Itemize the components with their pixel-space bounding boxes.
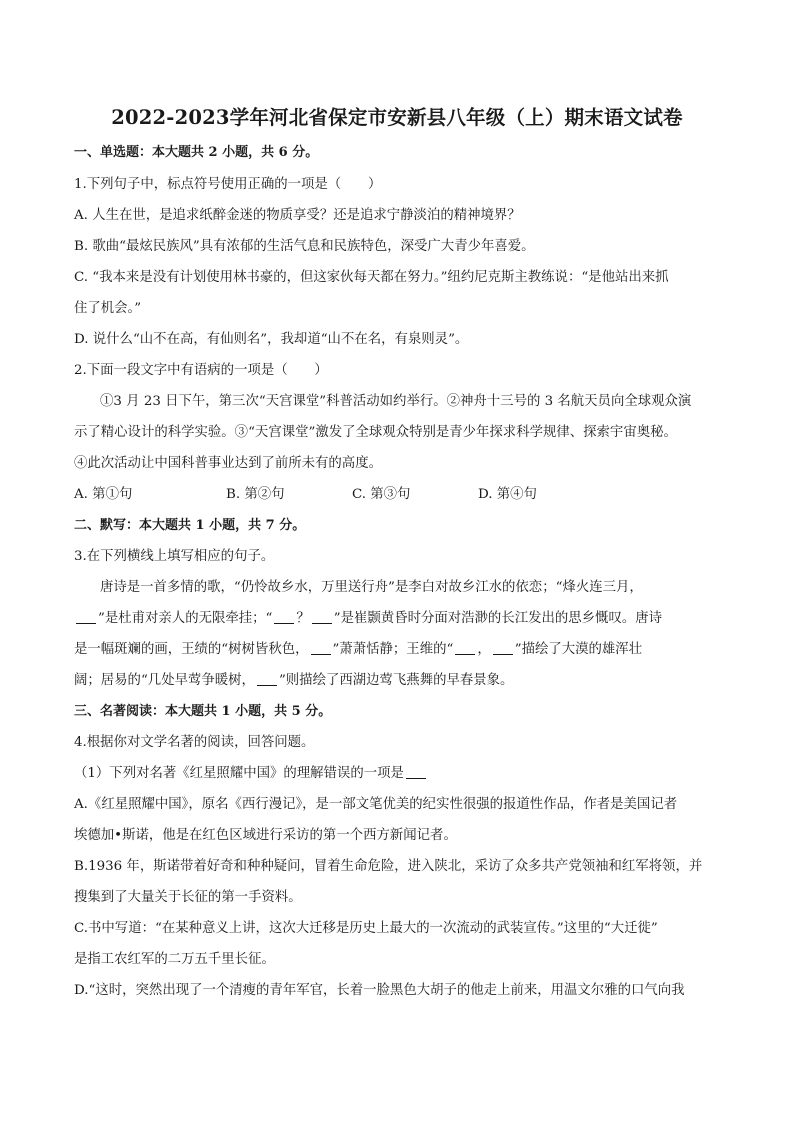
question-2-option-b: B. 第②句 [226,487,285,502]
answer-blank[interactable] [257,671,277,686]
question-2-option-a: A. 第①句 [74,487,133,502]
answer-blank[interactable] [274,609,294,624]
question-4-option-d-line1: D.“这时，突然出现了一个清瘦的青年军官，长着一脸黑色大胡子的他走上前来，用温文尔雅的口气向我 [74,983,685,998]
question-4-option-a-line1: A.《红星照耀中国》，原名《西行漫记》，是一部文笔优美的纪实性很强的报道性作品，作者是美国记者 [74,797,678,812]
question-4-option-b-line1: B.1936 年，斯诺带着好奇和种种疑问，冒着生命危险，进入陕北，采访了众多共产党领袖和红军将领，并 [74,859,703,874]
question-1-option-d: D. 说什么“山不在高，有仙则名”，我却道“山不在名，有泉则灵”。 [74,332,469,347]
question-2-passage-line1: ①3 月 23 日下午，第三次“天宫课堂”科普活动如约举行。②神舟十三号的 3 名航天员向全球观众演 [100,394,692,409]
question-3-line2: ”是杜甫对亲人的无限牵挂；“ ？ ”是崔颢黄昏时分面对浩渺的长江发出的思乡慨叹。唐诗 [74,609,720,629]
answer-blank[interactable] [493,640,513,655]
question-1-option-c-line1: C. “我本来是没有计划使用林书豪的，但这家伙每天都在努力。”纽约尼克斯主教练说：“是他站出来抓 [74,270,669,285]
question-4-sub1: （1）下列对名著《红星照耀中国》的理解错误的一项是 [74,764,720,784]
answer-blank[interactable] [312,609,332,624]
question-2-passage-line3: ④此次活动让中国科普事业达到了前所未有的高度。 [74,456,382,471]
question-2-option-d: D. 第④句 [478,487,537,502]
question-4-option-c-line2: 是指工农红军的二万五千里长征。 [74,952,275,967]
section-heading-single-choice: 一、单选题：本大题共 2 小题，共 6 分。 [74,145,319,160]
question-2-stem: 2.下面一段文字中有语病的一项是（ ） [74,363,328,378]
question-4-option-a-line2: 埃德加•斯诺，他是在红色区域进行采访的第一个西方新闻记者。 [74,828,457,843]
question-3-line3: 是一幅斑斓的画，王绩的“树树皆秋色， ”萧萧恬静；王维的“ ， ”描绘了大漠的雄浑壮 [74,642,643,657]
question-1-stem: 1.下列句子中，标点符号使用正确的一项是（ ） [74,177,382,192]
question-3-stem: 3.在下列横线上填写相应的句子。 [74,549,275,564]
question-4-option-c-line1: C.书中写道：“在某种意义上讲，这次大迁移是历史上最大的一次流动的武装宣传。”这里的“大迁徙” [74,921,658,936]
question-2-passage-line2: 示了精心设计的科学实验。③“天宫课堂”激发了全球观众特别是青少年探求科学规律、探索宇宙奥秘。 [74,425,677,440]
answer-blank[interactable] [406,764,426,779]
question-4-option-b-line2: 搜集到了大量关于长征的第一手资料。 [74,890,302,905]
answer-blank[interactable] [455,640,475,655]
answer-blank[interactable] [311,640,331,655]
section-heading-reading: 三、名著阅读：本大题共 1 小题，共 5 分。 [74,704,332,719]
question-2-option-c: C. 第③句 [352,487,411,502]
question-3-line1: 唐诗是一首多情的歌，“仍怜故乡水，万里送行舟”是李白对故乡江水的依恋；“烽火连三月， [100,580,643,595]
question-1-option-c-line2: 住了机会。” [74,301,142,316]
section-heading-dictation: 二、默写：本大题共 1 小题，共 7 分。 [74,518,306,533]
page-title: 2022-2023学年河北省保定市安新县八年级（上）期末语文试卷 [111,106,683,129]
question-4-stem: 4.根据你对文学名著的阅读，回答问题。 [74,735,315,750]
question-3-line4: 阔；居易的“几处早莺争暖树， ”则描绘了西湖边莺飞燕舞的早春景象。 [74,673,514,688]
question-1-option-b: B. 歌曲“最炫民族风”具有浓郁的生活气息和民族特色，深受广大青少年喜爱。 [74,239,535,254]
question-1-option-a: A. 人生在世，是追求纸醉金迷的物质享受？还是追求宁静淡泊的精神境界？ [74,208,521,223]
answer-blank[interactable] [76,609,96,624]
